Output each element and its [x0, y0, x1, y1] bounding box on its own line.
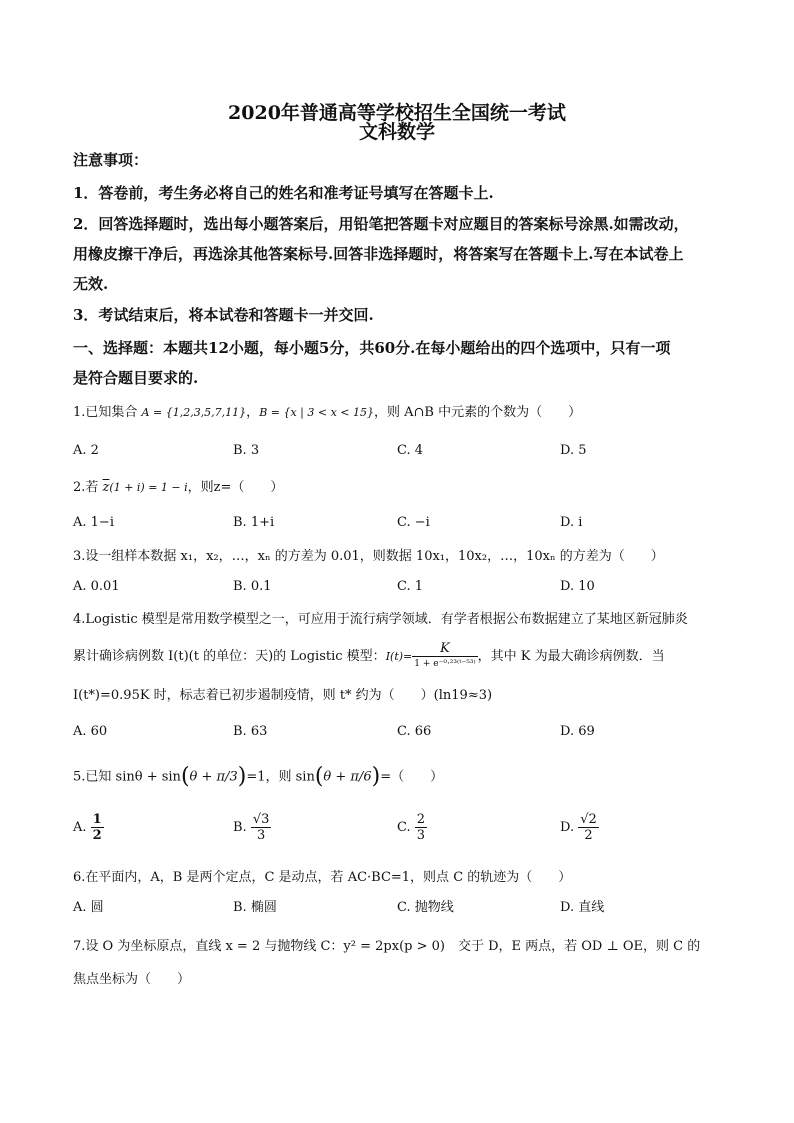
note-3: 3．考试结束后，将本试卷和答题卡一并交回.: [73, 306, 374, 324]
exam-subtitle: 文科数学: [358, 121, 435, 143]
note-2-line-3: 无效.: [73, 275, 109, 293]
note-1: 1．答卷前，考生务必将自己的姓名和准考证号填写在答题卡上.: [73, 184, 494, 202]
question-4-line-1: 4.Logistic 模型是常用数学模型之一，可应用于流行病学领域．有学者根据公布数据建立了某地区新冠肺炎: [73, 612, 688, 627]
question-4-line-2: 累计确诊病例数 I(t)(t 的单位：天)的 Logistic 模型：I(t)= $\frac{K}{\text{1 + e⁻⁰·²³⁽ᵗ⁻⁵³⁾}}$ ，其中 K 为最大确诊病例数．当: [73, 640, 733, 674]
set-a: A = {1,2,3,5,7,11}: [141, 406, 247, 419]
q2-option-c[interactable]: C. −i: [397, 515, 430, 530]
q6-option-c[interactable]: C. 抛物线: [397, 900, 454, 915]
q1-option-d[interactable]: D. 5: [560, 443, 587, 458]
q5-option-c[interactable]: C. $\frac{2}{3}$: [397, 812, 426, 843]
note-2-line-1: 2．回答选择题时，选出每小题答案后，用铅笔把答题卡对应题目的答案标号涂黑.如需改动，: [73, 215, 689, 233]
section-heading-line-2: 是符合题目要求的.: [73, 369, 199, 387]
q4-option-a[interactable]: A. 60: [73, 724, 108, 739]
section-heading-line-1: 一、选择题：本题共12小题，每小题5分，共60分.在每小题给出的四个选项中，只有一项: [73, 339, 671, 357]
question-6-stem: 6.在平面内，A，B 是两个定点，C 是动点，若 AC·BC=1，则点 C 的轨迹为（ ）: [73, 870, 572, 885]
q3-option-b[interactable]: B. 0.1: [233, 579, 272, 594]
q4-option-d[interactable]: D. 69: [560, 724, 595, 739]
q6-option-d[interactable]: D. 直线: [560, 900, 605, 915]
q3-option-a[interactable]: A. 0.01: [73, 579, 120, 594]
q2-option-a[interactable]: A. 1−i: [73, 515, 114, 530]
z-bar: $\overline{z}$: [102, 480, 110, 495]
q4-option-c[interactable]: C. 66: [397, 724, 432, 739]
q3-option-d[interactable]: D. 10: [560, 579, 595, 594]
q6-option-a[interactable]: A. 圆: [73, 900, 104, 915]
exam-title: 2020年普通高等学校招生全国统一考试: [228, 102, 566, 124]
q1-option-a[interactable]: A. 2: [73, 443, 99, 458]
q5-option-d[interactable]: D. $\frac{√2}{2}$: [560, 812, 597, 843]
notes-heading: 注意事项：: [73, 151, 149, 169]
question-1-stem: 1.已知集合 A = {1,2,3,5,7,11}，B = {x | 3 < x < 15}，则 A∩B 中元素的个数为（ ）: [73, 405, 582, 420]
logistic-model-fraction: $\frac{K}{\text{1 + e⁻⁰·²³⁽ᵗ⁻⁵³⁾}}$: [414, 641, 476, 669]
q1-option-b[interactable]: B. 3: [233, 443, 260, 458]
question-7-line-1: 7.设 O 为坐标原点，直线 x = 2 与抛物线 C：y² = 2px(p > 0) 交于 D，E 两点，若 OD ⊥ OE，则 C 的: [73, 939, 701, 954]
q5-option-b[interactable]: B. $\frac{√3}{3}$: [233, 812, 270, 843]
q4-option-b[interactable]: B. 63: [233, 724, 268, 739]
q2-option-b[interactable]: B. 1+i: [233, 515, 275, 530]
q2-option-d[interactable]: D. i: [560, 515, 583, 530]
question-7-line-2: 焦点坐标为（ ）: [73, 972, 191, 987]
question-3-stem: 3.设一组样本数据 x₁，x₂，…，xₙ 的方差为 0.01，则数据 10x₁，10x₂，…，10xₙ 的方差为（ ）: [73, 549, 664, 564]
q5-option-a[interactable]: A. $\frac{1}{2}$: [73, 812, 102, 843]
q1-option-c[interactable]: C. 4: [397, 443, 424, 458]
set-b: B = {x | 3 < x < 15}: [259, 406, 374, 419]
note-2-line-2: 用橡皮擦干净后，再选涂其他答案标号.回答非选择题时，将答案写在答题卡上.写在本试卷上: [73, 245, 684, 263]
question-2-stem: 2.若 $\overline{z}(1 + i) = 1 - i$，则z=（ ）: [73, 480, 284, 495]
q3-option-c[interactable]: C. 1: [397, 579, 424, 594]
question-5-stem: 5.已知 sinθ + sin(θ + π/3)=1，则 sin(θ + π/6)=（ ）: [73, 764, 444, 789]
q6-option-b[interactable]: B. 椭圆: [233, 900, 277, 915]
question-4-line-3: I(t*)=0.95K 时，标志着已初步遏制疫情，则 t* 约为（ ）(ln19≈3): [73, 688, 493, 703]
